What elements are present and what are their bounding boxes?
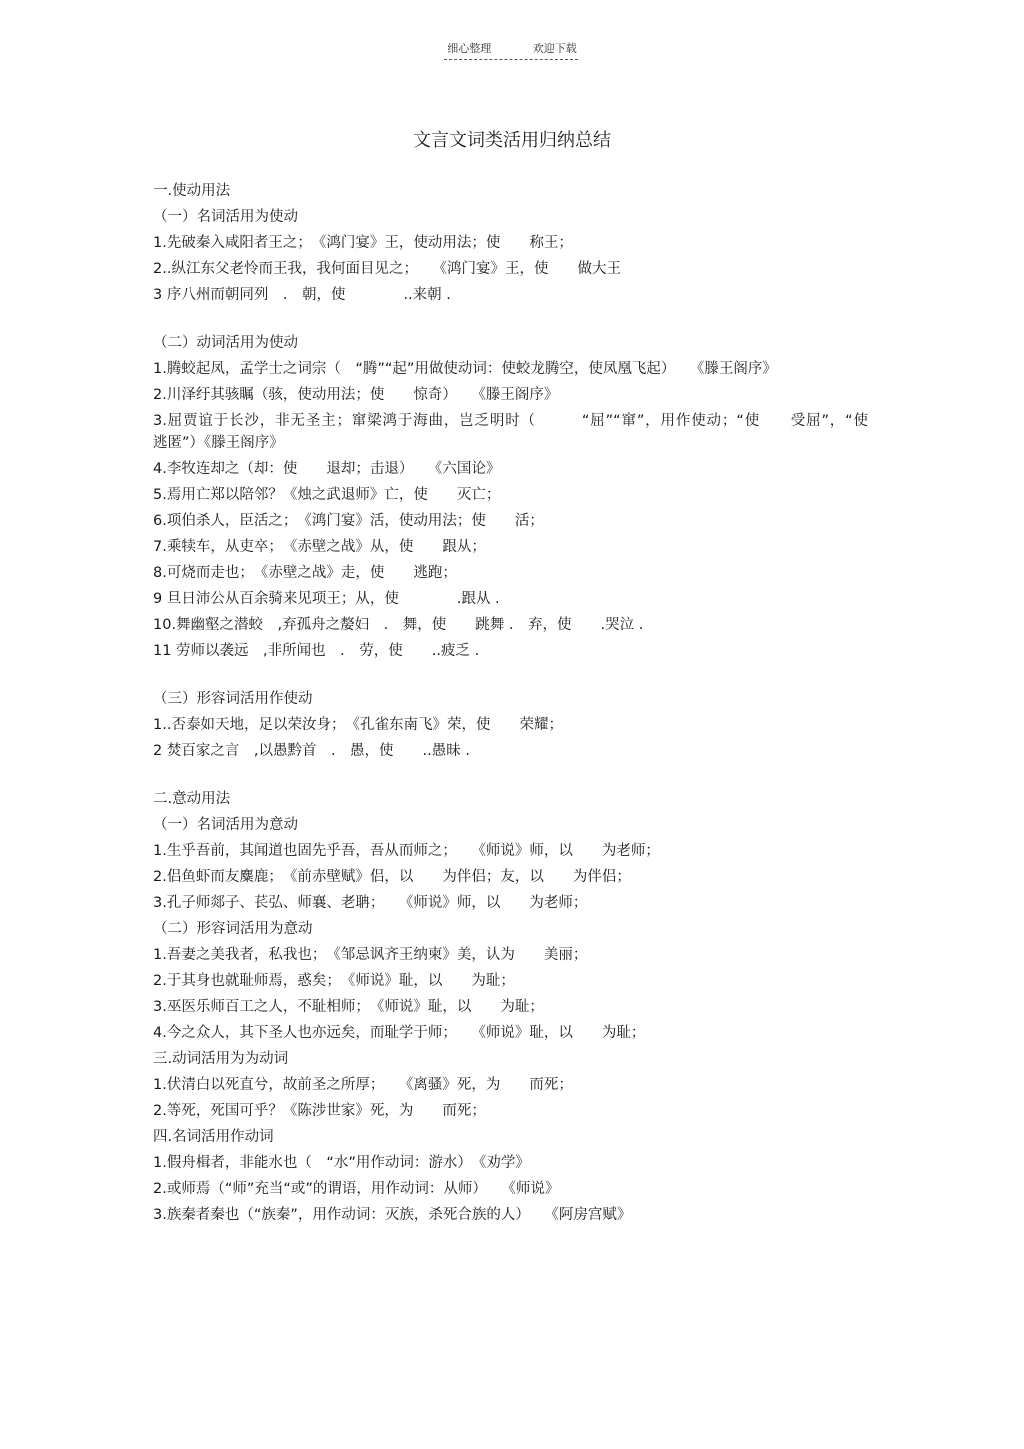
blank-line	[153, 764, 868, 786]
document-body	[153, 178, 897, 1228]
text-line: 二.意动用法	[153, 791, 231, 807]
text-line: 2.于其身也就耻师焉，惑矣； 《师说》耻，以 为耻；	[153, 973, 515, 989]
text-line: 1.先破秦入咸阳者王之； 《鸿门宴》王，使动用法；使 称王；	[153, 235, 573, 251]
header-right-text: 欢迎下载	[532, 42, 577, 55]
text-line: 9 旦日沛公从百余骑来见项王；从，使 .跟从 .	[153, 591, 500, 607]
text-line: 6.项伯杀人，臣活之； 《鸿门宴》活，使动用法；使 活；	[153, 513, 544, 529]
text-line: 10.舞幽壑之潜蛟 ,弃孤舟之嫠妇 . 舞，使 跳舞 . 弃，使 .哭泣 .	[153, 617, 644, 633]
text-line: 4.今之众人，其下圣人也亦远矣，而耻学于师； 《师说》耻，以 为耻；	[153, 1025, 646, 1041]
text-line: 1.吾妻之美我者，私我也； 《邹忌讽齐王纳柬》美，认为 美丽；	[153, 947, 588, 963]
text-line: 1..否泰如天地，足以荣汝身； 《孔雀东南飞》荣，使 荣耀；	[153, 717, 563, 733]
text-line: 2.川泽纡其骇瞩（骇，使动用法；使 惊奇） 《滕王阁序》	[153, 387, 559, 403]
text-line: 三.动词活用为为动词	[153, 1051, 289, 1067]
text-line: 3 序八州而朝同列 . 朝，使 ..来朝 .	[153, 287, 451, 303]
text-line: （二）动词活用为使动	[153, 335, 298, 351]
text-line: 四.名词活用作动词	[153, 1129, 274, 1145]
text-line: 11 劳师以袭远 ,非所闻也 . 劳，使 ..疲乏 .	[153, 643, 480, 659]
text-line: 3.孔子师郯子、苌弘、师襄、老聃； 《师说》师，以 为老师；	[153, 895, 588, 911]
text-line: 1.腾蛟起凤，孟学士之词宗（ “腾”“起”用做使动词：使蛟龙腾空，使凤凰飞起） 《滕王阁序》	[153, 361, 777, 377]
text-line: 5.焉用亡郑以陪邻？《烛之武退师》亡，使 灭亡；	[153, 487, 501, 503]
text-line: 2..纵江东父老怜而王我，我何面目见之； 《鸿门宴》王，使 做大王	[153, 261, 621, 277]
text-line: 7.乘犊车，从吏卒； 《赤壁之战》从，使 跟从；	[153, 539, 486, 555]
text-line: 4.李牧连却之（却：使 退却；击退） 《六国论》	[153, 461, 501, 477]
text-line: 1.伏清白以死直兮，故前圣之所厚； 《离骚》死，为 而死；	[153, 1077, 573, 1093]
text-line: 2.等死，死国可乎？《陈涉世家》死，为 而死；	[153, 1103, 486, 1119]
header-divider	[444, 59, 578, 60]
text-line: 2.侣鱼虾而友麋鹿； 《前赤壁赋》侣，以 为伴侣；友，以 为伴侣；	[153, 869, 631, 885]
text-line: （一）名词活用为使动	[153, 209, 298, 225]
text-line: 1.生乎吾前，其闻道也固先乎吾，吾从而师之； 《师说》师，以 为老师；	[153, 843, 660, 859]
page-header	[0, 40, 1024, 56]
text-line: 一.使动用法	[153, 183, 231, 199]
header-left-text: 细心整理	[447, 42, 492, 55]
document-title: 文言文词类活用归纳总结	[413, 130, 611, 151]
text-line: 3.屈贾谊于长沙，非无圣主；窜梁鸿于海曲，岂乏明时（ “屈”“窜”，用作使动；“使 受屈”，“使 逃匿”）《滕王阁序》	[153, 413, 897, 451]
text-line: 8.可烧而走也； 《赤壁之战》走，使 逃跑；	[153, 565, 457, 581]
text-line: （二）形容词活用为意动	[153, 921, 313, 937]
text-line: 1.假舟楫者，非能水也（ “水”用作动词：游水） 《劝学》	[153, 1155, 530, 1171]
text-line: 2.或师焉（“师”充当“或”的谓语，用作动词：从师） 《师说》	[153, 1181, 560, 1197]
text-line: （三）形容词活用作使动	[153, 691, 313, 707]
blank-line	[153, 308, 868, 330]
blank-line	[153, 664, 868, 686]
text-line: 3.族秦者秦也（“族秦”，用作动词：灭族，杀死合族的人） 《阿房宫赋》	[153, 1207, 632, 1223]
text-line: （一）名词活用为意动	[153, 817, 298, 833]
text-line: 2 焚百家之言 ,以愚黔首 . 愚，使 ..愚昧 .	[153, 743, 470, 759]
text-line: 3.巫医乐师百工之人，不耻相师； 《师说》耻，以 为耻；	[153, 999, 544, 1015]
